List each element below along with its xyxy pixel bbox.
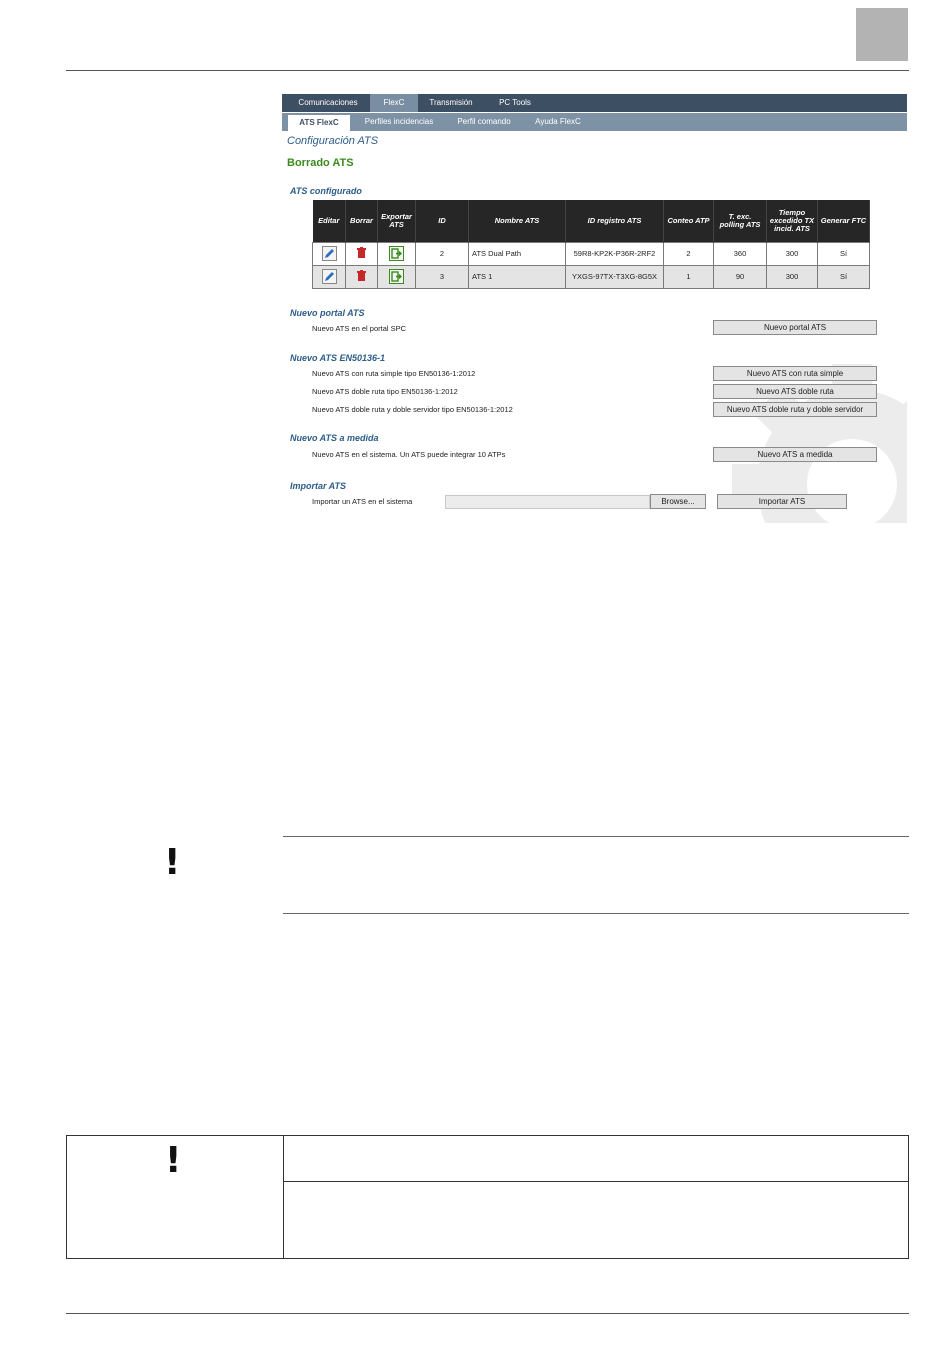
table-row (313, 265, 870, 288)
edit-cell (313, 265, 346, 288)
header-rule (66, 70, 909, 71)
id-cell: 2 (416, 242, 469, 265)
col-header: ID registro ATS (566, 200, 664, 242)
import-ats-button[interactable]: Importar ATS (717, 494, 847, 509)
ats-config-screenshot (282, 94, 907, 523)
tab-ayuda-flexc[interactable]: Ayuda FlexC (535, 117, 581, 126)
id-cell: 3 (416, 265, 469, 288)
atp-count-cell: 1 (664, 265, 714, 288)
tab-transmision[interactable]: Transmisión (429, 98, 473, 107)
trash-icon[interactable] (354, 246, 369, 261)
configured-ats-heading: ATS configurado (290, 186, 362, 196)
dual-route-button[interactable]: Nuevo ATS doble ruta (713, 384, 877, 399)
polling-cell: 90 (714, 265, 767, 288)
col-header: T. exc. polling ATS (714, 200, 767, 242)
export-cell (378, 242, 416, 265)
new-portal-heading: Nuevo portal ATS (290, 308, 365, 318)
col-header: Generar FTC (818, 200, 870, 242)
ats-table (312, 200, 870, 289)
dual-route-label: Nuevo ATS doble ruta tipo EN50136-1:2012 (312, 387, 458, 396)
col-header: Exportar ATS (378, 200, 416, 242)
page-marker (856, 8, 908, 61)
custom-ats-label: Nuevo ATS en el sistema. Un ATS puede integrar 10 ATPs (312, 450, 506, 459)
col-header: Editar (313, 200, 346, 242)
tx-timeout-cell: 300 (767, 265, 818, 288)
tab-comunicaciones[interactable]: Comunicaciones (298, 98, 358, 107)
tx-timeout-cell: 300 (767, 242, 818, 265)
edit-cell (313, 242, 346, 265)
table-row (313, 242, 870, 265)
new-portal-label: Nuevo ATS en el portal SPC (312, 324, 407, 333)
export-icon[interactable] (389, 269, 404, 284)
new-portal-button[interactable]: Nuevo portal ATS (713, 320, 877, 335)
ats-name-cell: ATS Dual Path (469, 242, 566, 265)
delete-ats-heading: Borrado ATS (287, 157, 354, 169)
notice-divider (283, 1136, 284, 1258)
simple-route-label: Nuevo ATS con ruta simple tipo EN50136-1:2012 (312, 369, 476, 378)
polling-cell: 360 (714, 242, 767, 265)
footer-rule (66, 1313, 909, 1314)
tab-perfil-comando[interactable]: Perfil comando (457, 117, 511, 126)
import-ats-heading: Importar ATS (290, 481, 347, 491)
browse-button[interactable]: Browse... (650, 494, 706, 509)
notice-top-rule (283, 836, 909, 837)
ftc-cell: Sí (818, 265, 870, 288)
col-header: ID (416, 200, 469, 242)
tab-pc-tools[interactable]: PC Tools (499, 98, 531, 107)
delete-cell (346, 242, 378, 265)
simple-route-button[interactable]: Nuevo ATS con ruta simple (713, 366, 877, 381)
tab-perfiles-incidencias[interactable]: Perfiles incidencias (364, 117, 434, 126)
export-cell (378, 265, 416, 288)
ats-name-cell: ATS 1 (469, 265, 566, 288)
col-header: Tiempo excedido TX incid. ATS (767, 200, 818, 242)
registry-id-cell: YXGS-97TX-T3XG-8G5X (566, 265, 664, 288)
main-nav (282, 94, 907, 112)
dual-route-dual-server-label: Nuevo ATS doble ruta y doble servidor tipo EN50136-1:2012 (312, 405, 513, 414)
import-ats-label: Importar un ATS en el sistema (312, 497, 413, 506)
exclamation-icon: ! (165, 1140, 182, 1181)
atp-count-cell: 2 (664, 242, 714, 265)
notice-bottom-rule (283, 913, 909, 914)
tab-flexc[interactable]: FlexC (370, 94, 418, 112)
trash-icon[interactable] (354, 269, 369, 284)
dual-route-dual-server-button[interactable]: Nuevo ATS doble ruta y doble servidor (713, 402, 877, 417)
registry-id-cell: 59R8-KP2K-P36R-2RF2 (566, 242, 664, 265)
exclamation-icon: ! (164, 842, 181, 883)
edit-pencil-icon[interactable] (322, 269, 337, 284)
edit-pencil-icon[interactable] (322, 246, 337, 261)
import-file-input[interactable] (445, 495, 650, 509)
col-header: Borrar (346, 200, 378, 242)
sub-nav (282, 113, 907, 131)
custom-ats-button[interactable]: Nuevo ATS a medida (713, 447, 877, 462)
delete-cell (346, 265, 378, 288)
col-header: Conteo ATP (664, 200, 714, 242)
export-icon[interactable] (389, 246, 404, 261)
custom-ats-heading: Nuevo ATS a medida (290, 433, 379, 443)
tab-ats-flexc[interactable]: ATS FlexC (288, 115, 350, 131)
page-title: Configuración ATS (287, 135, 379, 147)
notice-table (66, 1135, 909, 1259)
en50136-heading: Nuevo ATS EN50136-1 (290, 353, 386, 363)
col-header: Nombre ATS (469, 200, 566, 242)
notice-row-divider (283, 1181, 908, 1182)
ftc-cell: Sí (818, 242, 870, 265)
